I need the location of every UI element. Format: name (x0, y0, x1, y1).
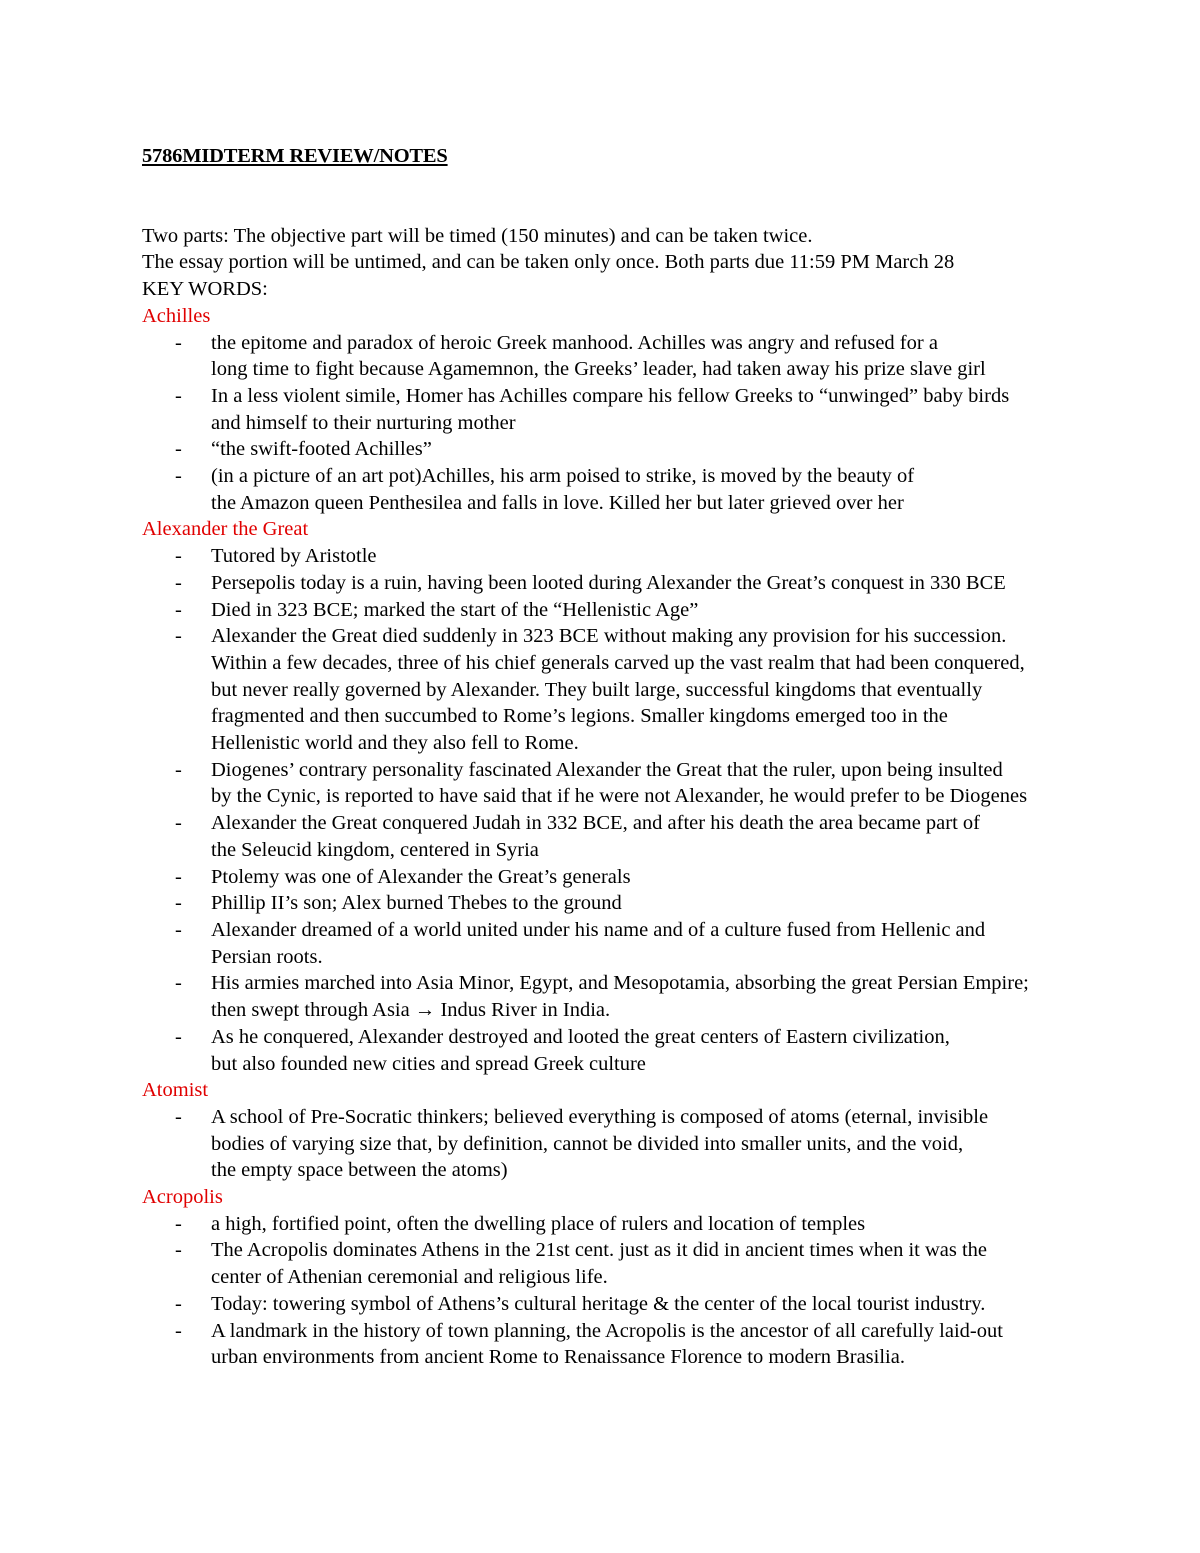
list-item (142, 864, 1172, 891)
bullet-dash: - (175, 545, 182, 568)
term-section (142, 1077, 1172, 1184)
term-notes-list (142, 543, 1172, 1077)
note-line: but never really governed by Alexander. They built large, successful kingdoms that eventually (211, 678, 983, 701)
term-heading: Achilles (142, 304, 211, 327)
list-item (142, 383, 1172, 436)
term-heading: Atomist (142, 1079, 209, 1102)
bullet-dash: - (175, 438, 182, 461)
note-line: Alexander the Great conquered Judah in 332 BCE, and after his death the area became part of (211, 812, 981, 835)
term-heading: Acropolis (142, 1186, 223, 1209)
note-line: Within a few decades, three of his chief generals carved up the vast realm that had been conquered, (211, 651, 1025, 674)
term-notes-list (142, 1211, 1172, 1371)
note-line: Tutored by Aristotle (211, 545, 377, 568)
list-item (142, 890, 1172, 917)
note-line: Ptolemy was one of Alexander the Great’s generals (211, 865, 631, 888)
term-section (142, 516, 1172, 1077)
note-line: the epitome and paradox of heroic Greek manhood. Achilles was angry and refused for a (211, 331, 938, 354)
list-item (142, 1024, 1172, 1077)
list-item (142, 1291, 1172, 1318)
list-item (142, 917, 1172, 970)
note-line: A school of Pre-Socratic thinkers; believed everything is composed of atoms (eternal, invisible (211, 1105, 989, 1128)
bullet-dash: - (175, 571, 182, 594)
note-line: fragmented and then succumbed to Rome’s legions. Smaller kingdoms emerged too in the (211, 705, 948, 728)
note-line: and himself to their nurturing mother (211, 411, 516, 434)
note-line: Phillip II’s son; Alex burned Thebes to the ground (211, 892, 622, 915)
note-line: Alexander the Great died suddenly in 323 BCE without making any provision for his succession. (211, 625, 1007, 648)
bullet-dash: - (175, 1239, 182, 1262)
list-item (142, 463, 1172, 516)
bullet-dash: - (175, 598, 182, 621)
bullet-dash: - (175, 972, 182, 995)
note-line: the Seleucid kingdom, centered in Syria (211, 838, 539, 861)
list-item (142, 570, 1172, 597)
note-line: Persian roots. (211, 945, 323, 968)
note-line: a high, fortified point, often the dwelling place of rulers and location of temples (211, 1212, 866, 1235)
bullet-dash: - (175, 1212, 182, 1235)
note-line: center of Athenian ceremonial and religious life. (211, 1266, 608, 1289)
document-page (142, 143, 1172, 1371)
bullet-dash: - (175, 812, 182, 835)
term-section (142, 1184, 1172, 1371)
note-line: A landmark in the history of town planning, the Acropolis is the ancestor of all carefully laid-out (211, 1319, 1003, 1342)
note-line: Persepolis today is a ruin, having been looted during Alexander the Great’s conquest in 330 BCE (211, 571, 1006, 594)
intro-line: Two parts: The objective part will be timed (150 minutes) and can be taken twice. (142, 224, 813, 247)
note-line: Died in 323 BCE; marked the start of the “Hellenistic Age” (211, 598, 699, 621)
intro-line: The essay portion will be untimed, and can be taken only once. Both parts due 11:59 PM March 28 (142, 251, 955, 274)
bullet-dash: - (175, 331, 182, 354)
term-notes-list (142, 330, 1172, 517)
note-line: bodies of varying size that, by definition, cannot be divided into smaller units, and the void, (211, 1132, 964, 1155)
list-item (142, 1104, 1172, 1184)
note-line: “the swift-footed Achilles” (211, 438, 432, 461)
note-line: by the Cynic, is reported to have said that if he were not Alexander, he would prefer to be Diogenes (211, 785, 1028, 808)
bullet-dash: - (175, 1025, 182, 1048)
bullet-dash: - (175, 918, 182, 941)
bullet-dash: - (175, 1292, 182, 1315)
list-item (142, 623, 1172, 757)
list-item (142, 757, 1172, 810)
bullet-dash: - (175, 892, 182, 915)
term-section (142, 303, 1172, 517)
note-line: but also founded new cities and spread Greek culture (211, 1052, 646, 1075)
note-line: In a less violent simile, Homer has Achilles compare his fellow Greeks to “unwinged” baby birds (211, 384, 1010, 407)
note-line: urban environments from ancient Rome to Renaissance Florence to modern Brasilia. (211, 1346, 905, 1369)
note-line: the empty space between the atoms) (211, 1159, 508, 1182)
bullet-dash: - (175, 384, 182, 407)
key-words-label: KEY WORDS: (142, 278, 268, 301)
term-heading: Alexander the Great (142, 518, 309, 541)
list-item (142, 1237, 1172, 1290)
intro-block (142, 223, 1172, 303)
document-title: 5786MIDTERM REVIEW/NOTES (142, 145, 448, 167)
list-item (142, 597, 1172, 624)
note-line: His armies marched into Asia Minor, Egypt, and Mesopotamia, absorbing the great Persian Empire; (211, 972, 1029, 995)
list-item (142, 1318, 1172, 1371)
list-item (142, 436, 1172, 463)
note-line: The Acropolis dominates Athens in the 21st cent. just as it did in ancient times when it was the (211, 1239, 988, 1262)
note-line: Diogenes’ contrary personality fascinated Alexander the Great that the ruler, upon being insulted (211, 758, 1003, 781)
note-line: Today: towering symbol of Athens’s cultural heritage & the center of the local tourist industry. (211, 1292, 986, 1315)
bullet-dash: - (175, 758, 182, 781)
list-item (142, 543, 1172, 570)
list-item (142, 810, 1172, 863)
bullet-dash: - (175, 1319, 182, 1342)
bullet-dash: - (175, 865, 182, 888)
note-line: (in a picture of an art pot)Achilles, his arm poised to strike, is moved by the beauty of (211, 465, 915, 488)
key-words-list (142, 303, 1172, 1371)
note-line: long time to fight because Agamemnon, the Greeks’ leader, had taken away his prize slave girl (211, 358, 986, 381)
note-line: then swept through Asia → Indus River in India. (211, 999, 611, 1022)
list-item (142, 330, 1172, 383)
bullet-dash: - (175, 465, 182, 488)
note-line: Alexander dreamed of a world united under his name and of a culture fused from Hellenic and (211, 918, 986, 941)
list-item (142, 970, 1172, 1023)
term-notes-list (142, 1104, 1172, 1184)
note-line: Hellenistic world and they also fell to Rome. (211, 732, 579, 755)
bullet-dash: - (175, 625, 182, 648)
note-line: As he conquered, Alexander destroyed and looted the great centers of Eastern civilization, (211, 1025, 950, 1048)
bullet-dash: - (175, 1105, 182, 1128)
list-item (142, 1211, 1172, 1238)
note-line: the Amazon queen Penthesilea and falls in love. Killed her but later grieved over her (211, 491, 904, 514)
